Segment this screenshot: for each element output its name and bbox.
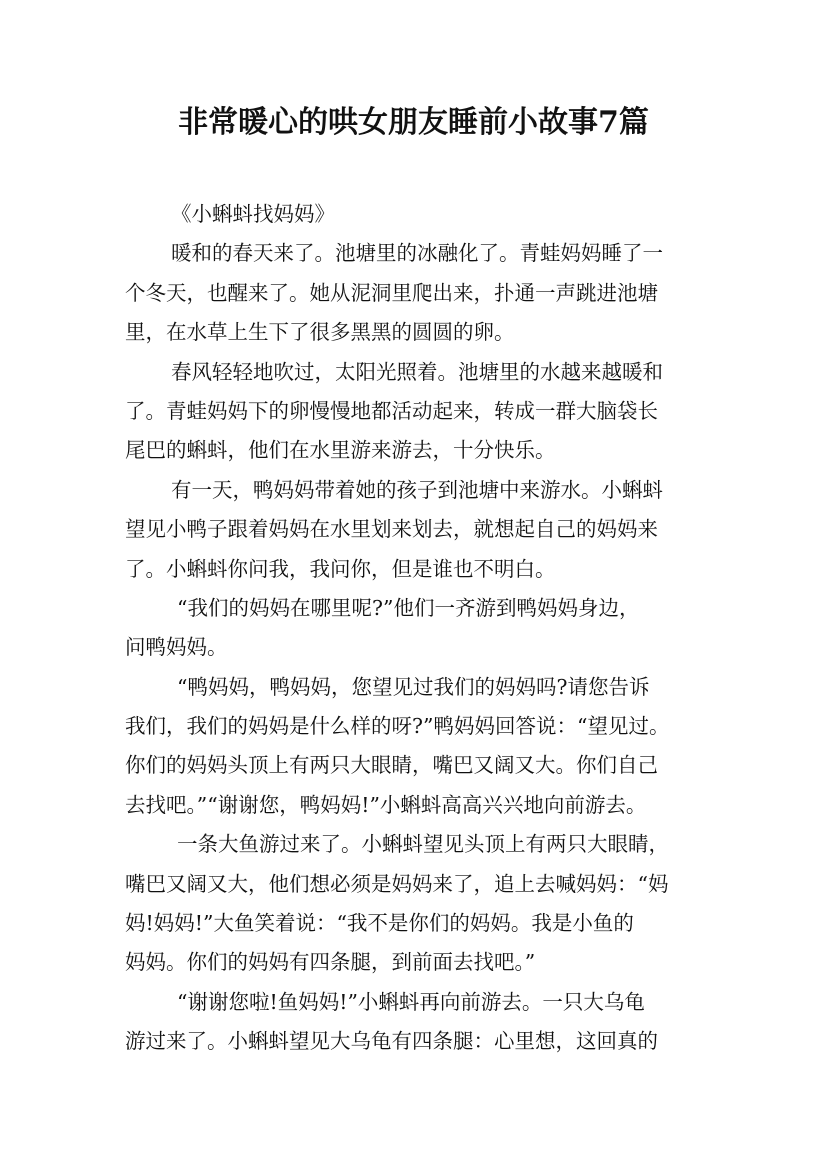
paragraph-line: “鸭妈妈，鸭妈妈，您望见过我们的妈妈吗?请您告诉 <box>177 674 650 699</box>
paragraph-line: 尾巴的蝌蚪，他们在水里游来游去，十分快乐。 <box>125 438 556 463</box>
paragraph-line: 我们，我们的妈妈是什么样的呀?”鸭妈妈回答说：“望见过。 <box>125 714 670 739</box>
paragraph-line: 一条大鱼游过来了。小蝌蚪望见头顶上有两只大眼睛， <box>177 832 669 857</box>
paragraph-line: “我们的妈妈在哪里呢?”他们一齐游到鸭妈妈身边， <box>177 595 640 620</box>
story-title-line: 《小蝌蚪找妈妈》 <box>171 202 335 226</box>
paragraph-line: 个冬天，也醒来了。她从泥洞里爬出来，扑通一声跳进池塘 <box>125 280 658 305</box>
paragraph-line: 望见小鸭子跟着妈妈在水里划来划去，就想起自己的妈妈来 <box>125 517 658 542</box>
document-title: 非常暖心的哄女朋友睡前小故事7篇 <box>178 105 649 140</box>
paragraph-line: 暖和的春天来了。池塘里的冰融化了。青蛙妈妈睡了一 <box>171 241 663 266</box>
paragraph-line: 游过来了。小蝌蚪望见大乌龟有四条腿：心里想，这回真的 <box>125 1029 658 1054</box>
document-body <box>125 195 715 1062</box>
paragraph-line: 里，在水草上生下了很多黑黑的圆圆的卵。 <box>125 320 515 345</box>
paragraph-line: 妈!妈妈!”大鱼笑着说：“我不是你们的妈妈。我是小鱼的 <box>125 911 634 936</box>
paragraph-line: 你们的妈妈头顶上有两只大眼睛，嘴巴又阔又大。你们自己 <box>125 753 658 778</box>
paragraph-line: 了。小蝌蚪你问我，我问你，但是谁也不明白。 <box>125 556 556 581</box>
paragraph-line: 去找吧。”“谢谢您，鸭妈妈!”小蝌蚪高高兴兴地向前游去。 <box>125 792 647 817</box>
paragraph-line: “谢谢您啦!鱼妈妈!”小蝌蚪再向前游去。一只大乌龟 <box>177 989 645 1014</box>
paragraph-line: 春风轻轻地吹过，太阳光照着。池塘里的水越来越暖和 <box>171 359 663 384</box>
paragraph-line: 嘴巴又阔又大，他们想必须是妈妈来了，追上去喊妈妈：“妈 <box>125 871 669 896</box>
paragraph-line: 问鸭妈妈。 <box>125 635 228 660</box>
paragraph-line: 有一天，鸭妈妈带着她的孩子到池塘中来游水。小蝌蚪 <box>171 477 663 502</box>
paragraph-line: 了。青蛙妈妈下的卵慢慢地都活动起来，转成一群大脑袋长 <box>125 398 658 423</box>
paragraph-line: 妈妈。你们的妈妈有四条腿，到前面去找吧。” <box>125 950 536 975</box>
